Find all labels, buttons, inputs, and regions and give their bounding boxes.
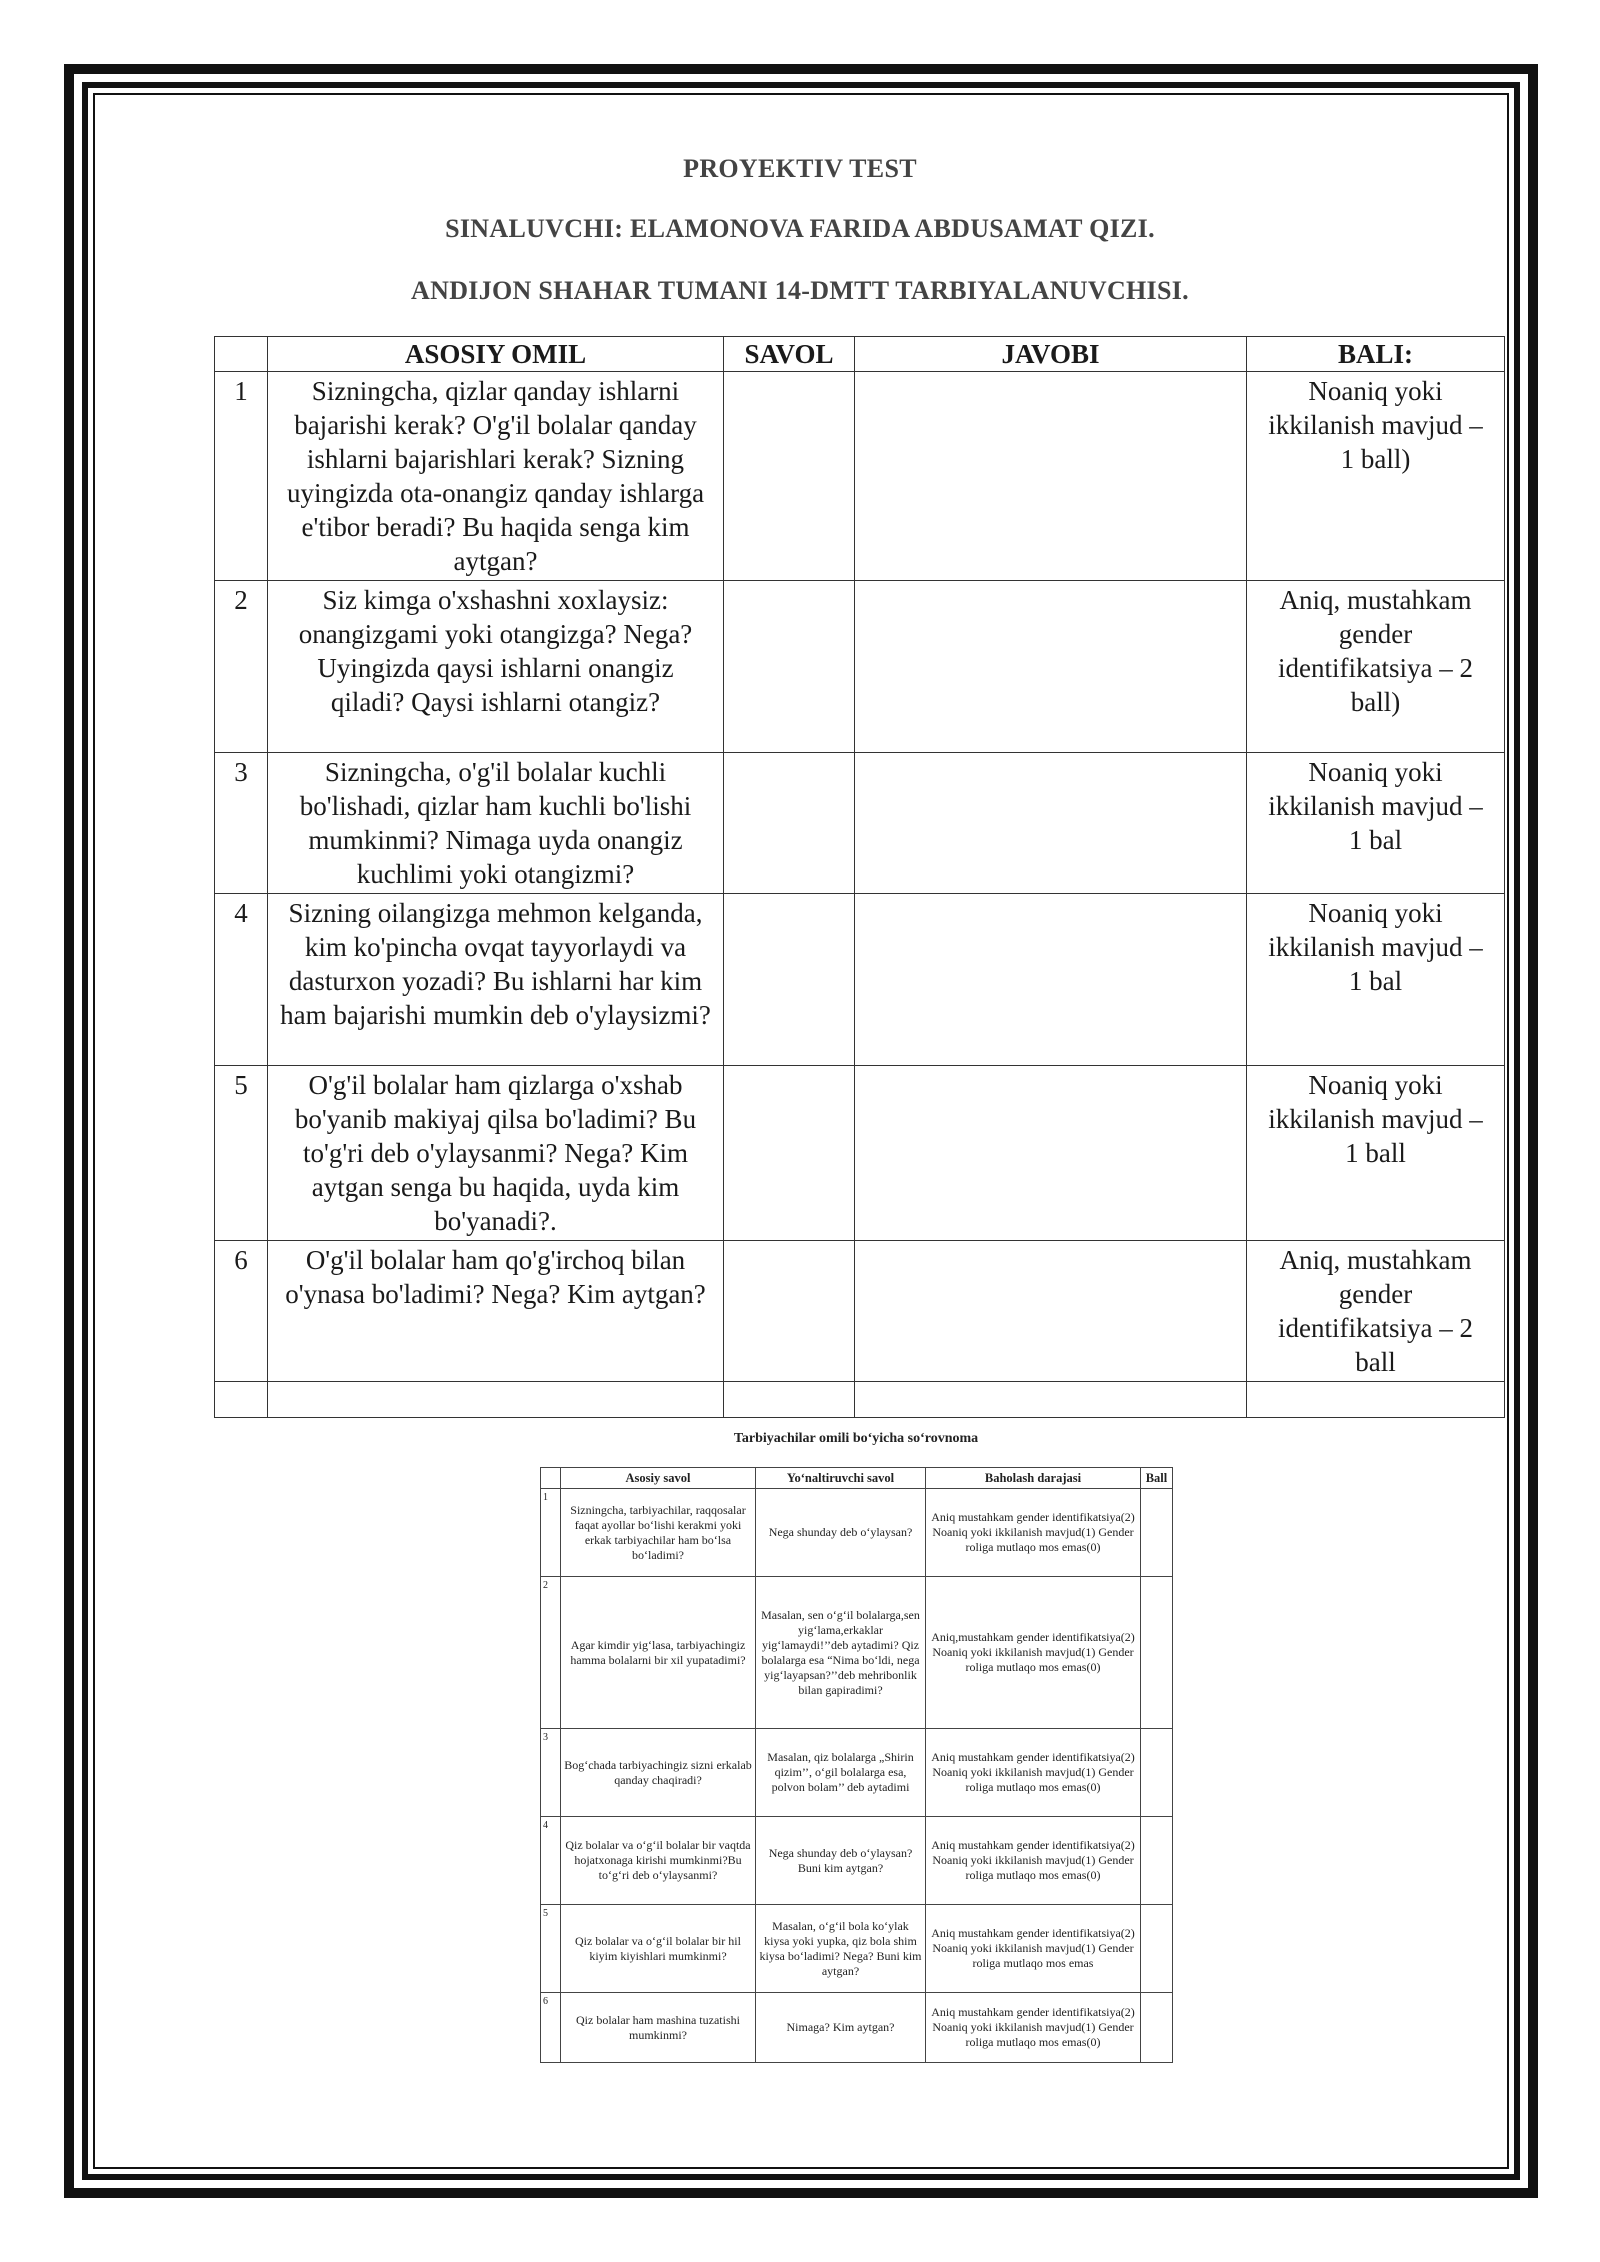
row-number: 5 [215, 1066, 268, 1241]
survey-grading: Aniq,mustahkam gender identifikatsiya(2) Noaniq yoki ikkilanish mavjud(1) Gender roliga mutlaqo mos emas(0) [926, 1577, 1141, 1729]
survey-row-number: 6 [541, 1993, 561, 2063]
table-row-empty [215, 1382, 1505, 1418]
survey-row-number: 3 [541, 1729, 561, 1817]
row-answer [855, 894, 1247, 1066]
survey-ball [1141, 1489, 1173, 1577]
table-row [215, 894, 1505, 1066]
survey-header-grading: Baholash darajasi [926, 1468, 1141, 1489]
survey-ball [1141, 1993, 1173, 2063]
header-answer: JAVOBI [855, 337, 1247, 372]
header-factor: ASOSIY OMIL [268, 337, 724, 372]
page-title: PROYEKTIV TEST [683, 154, 917, 183]
survey-row-number: 5 [541, 1905, 561, 1993]
row-answer [855, 753, 1247, 894]
header-question: SAVOL [724, 337, 855, 372]
survey-main-question: Bog‘chada tarbiyachingiz sizni erkalab qanday chaqiradi? [561, 1729, 756, 1817]
row-score: Aniq, mustahkam gender identifikatsiya – 2 ball [1247, 1241, 1505, 1382]
row-score: Noaniq yoki ikkilanish mavjud – 1 ball) [1247, 372, 1505, 581]
survey-title: Tarbiyachilar omili bo‘yicha so‘rovnoma [733, 1431, 979, 1446]
survey-guide-question: Masalan, o‘g‘il bola ko‘ylak kiysa yoki yupka, qiz bola shim kiysa bo‘ladimi? Nega? Buni kim aytgan? [756, 1905, 926, 1993]
survey-grading: Aniq mustahkam gender identifikatsiya(2) Noaniq yoki ikkilanish mavjud(1) Gender roliga mutlaqo mos emas(0) [926, 1817, 1141, 1905]
survey-row [541, 1489, 1173, 1577]
survey-ball [1141, 1905, 1173, 1993]
survey-header-main: Asosiy savol [561, 1468, 756, 1489]
table-header-row [215, 337, 1505, 372]
survey-header-guide: Yo‘naltiruvchi savol [756, 1468, 926, 1489]
row-factor: Siz kimga o'xshashni xoxlaysiz: onangizgami yoki otangizga? Nega? Uyingizda qaysi ishlarni onangiz qiladi? Qaysi ishlarni otangiz? [268, 581, 724, 753]
survey-table [540, 1467, 1173, 2063]
survey-main-question: Qiz bolalar va o‘g‘il bolalar bir vaqtda hojatxonaga kirishi mumkinmi?Bu to‘g‘ri deb o‘ylaysanmi? [561, 1817, 756, 1905]
survey-row [541, 1993, 1173, 2063]
survey-header-row [541, 1468, 1173, 1489]
institution-line: ANDIJON SHAHAR TUMANI 14-DMTT TARBIYALANUVCHISI. [411, 276, 1189, 305]
survey-guide-question: Masalan, qiz bolalarga „Shirin qizim’’, o‘gil bolalarga esa, polvon bolam’’ deb aytadimi [756, 1729, 926, 1817]
survey-row-number: 1 [541, 1489, 561, 1577]
row-factor: Sizningcha, qizlar qanday ishlarni bajarishi kerak? O'g'il bolalar qanday ishlarni bajarishlari kerak? Sizning uyingizda ota-onangiz qanday ishlarga e'tibor beradi? Bu haqida senga kim aytgan? [268, 372, 724, 581]
header-score: BALI: [1247, 337, 1505, 372]
survey-row [541, 1817, 1173, 1905]
row-answer [855, 1066, 1247, 1241]
survey-guide-question: Nega shunday deb o‘ylaysan? [756, 1489, 926, 1577]
survey-ball [1141, 1729, 1173, 1817]
survey-grading: Aniq mustahkam gender identifikatsiya(2) Noaniq yoki ikkilanish mavjud(1) Gender roliga mutlaqo mos emas(0) [926, 1993, 1141, 2063]
survey-ball [1141, 1817, 1173, 1905]
survey-main-question: Qiz bolalar va o‘g‘il bolalar bir hil kiyim kiyishlari mumkinmi? [561, 1905, 756, 1993]
survey-main-question: Qiz bolalar ham mashina tuzatishi mumkinmi? [561, 1993, 756, 2063]
table-row [215, 581, 1505, 753]
table-row [215, 753, 1505, 894]
row-number: 1 [215, 372, 268, 581]
survey-row-number: 4 [541, 1817, 561, 1905]
survey-grading: Aniq mustahkam gender identifikatsiya(2) Noaniq yoki ikkilanish mavjud(1) Gender roliga mutlaqo mos emas [926, 1905, 1141, 1993]
survey-row [541, 1577, 1173, 1729]
survey-grading: Aniq mustahkam gender identifikatsiya(2) Noaniq yoki ikkilanish mavjud(1) Gender roliga mutlaqo mos emas(0) [926, 1489, 1141, 1577]
row-question [724, 894, 855, 1066]
table-row [215, 372, 1505, 581]
embedded-survey-image [540, 1425, 1172, 2065]
row-score: Noaniq yoki ikkilanish mavjud – 1 bal [1247, 894, 1505, 1066]
survey-header-num [541, 1468, 561, 1489]
row-score: Aniq, mustahkam gender identifikatsiya – 2 ball) [1247, 581, 1505, 753]
row-number: 4 [215, 894, 268, 1066]
row-question [724, 581, 855, 753]
survey-header-ball: Ball [1141, 1468, 1173, 1489]
projective-test-table [214, 336, 1505, 1418]
row-answer [855, 372, 1247, 581]
survey-main-question: Sizningcha, tarbiyachilar, raqqosalar faqat ayollar bo‘lishi kerakmi yoki erkak tarbiyachilar ham bo‘lsa bo‘ladimi? [561, 1489, 756, 1577]
row-factor: O'g'il bolalar ham qizlarga o'xshab bo'yanib makiyaj qilsa bo'ladimi? Bu to'g'ri deb o'ylaysanmi? Nega? Kim aytgan senga bu haqida, uyda kim bo'yanadi?. [268, 1066, 724, 1241]
survey-row [541, 1905, 1173, 1993]
row-question [724, 1241, 855, 1382]
row-factor: O'g'il bolalar ham qo'g'irchoq bilan o'ynasa bo'ladimi? Nega? Kim aytgan? [268, 1241, 724, 1382]
row-score: Noaniq yoki ikkilanish mavjud – 1 ball [1247, 1066, 1505, 1241]
row-number: 3 [215, 753, 268, 894]
survey-main-question: Agar kimdir yig‘lasa, tarbiyachingiz hamma bolalarni bir xil yupatadimi? [561, 1577, 756, 1729]
table-row [215, 1241, 1505, 1382]
survey-row [541, 1729, 1173, 1817]
examinee-line: SINALUVCHI: ELAMONOVA FARIDA ABDUSAMAT QIZI. [445, 214, 1155, 243]
row-factor: Sizningcha, o'g'il bolalar kuchli bo'lishadi, qizlar ham kuchli bo'lishi mumkinmi? Nimaga uyda onangiz kuchlimi yoki otangizmi? [268, 753, 724, 894]
table-row [215, 1066, 1505, 1241]
header-num [215, 337, 268, 372]
survey-row-number: 2 [541, 1577, 561, 1729]
survey-guide-question: Masalan, sen o‘g‘il bolalarga,sen yig‘lama,erkaklar yig‘lamaydi!’’deb aytadimi? Qiz bolalarga esa “Nima bo‘ldi, nega yig‘layapsan?’’deb mehribonlik bilan gapiradimi? [756, 1577, 926, 1729]
row-question [724, 372, 855, 581]
row-answer [855, 1241, 1247, 1382]
survey-grading: Aniq mustahkam gender identifikatsiya(2) Noaniq yoki ikkilanish mavjud(1) Gender roliga mutlaqo mos emas(0) [926, 1729, 1141, 1817]
row-answer [855, 581, 1247, 753]
survey-ball [1141, 1577, 1173, 1729]
survey-guide-question: Nimaga? Kim aytgan? [756, 1993, 926, 2063]
survey-guide-question: Nega shunday deb o‘ylaysan? Buni kim aytgan? [756, 1817, 926, 1905]
row-number: 2 [215, 581, 268, 753]
row-number: 6 [215, 1241, 268, 1382]
row-score: Noaniq yoki ikkilanish mavjud – 1 bal [1247, 753, 1505, 894]
row-question [724, 1066, 855, 1241]
row-question [724, 753, 855, 894]
row-factor: Sizning oilangizga mehmon kelganda, kim ko'pincha ovqat tayyorlaydi va dasturxon yozadi? Bu ishlarni har kim ham bajarishi mumkin deb o'ylaysizmi? [268, 894, 724, 1066]
